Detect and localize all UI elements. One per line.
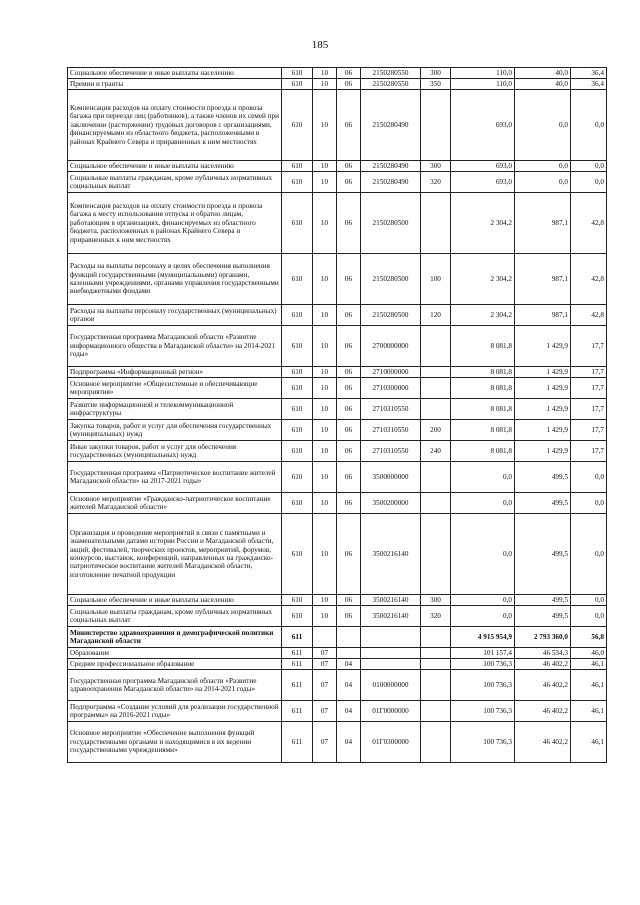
execution-percent: 46,1 [571, 722, 607, 763]
table-row [68, 595, 607, 606]
table-row [68, 701, 607, 722]
section-code: 10 [313, 441, 337, 462]
section-code: 07 [313, 659, 337, 670]
row-name: Расходы на выплаты персоналу государственных (муниципальных) органов [68, 305, 282, 326]
target-article-code: 2150280500 [361, 305, 421, 326]
ministry-code: 610 [282, 378, 313, 399]
planned-amount: 0,0 [451, 493, 515, 514]
execution-percent: 0,0 [571, 90, 607, 161]
subsection-code: 06 [337, 193, 361, 254]
row-name: Социальные выплаты гражданам, кроме публичных нормативных социальных выплат [68, 606, 282, 627]
actual-amount: 499,5 [515, 595, 571, 606]
table-row [68, 441, 607, 462]
actual-amount: 46 402,2 [515, 659, 571, 670]
target-article-code: 3500216140 [361, 606, 421, 627]
ministry-code: 611 [282, 701, 313, 722]
table-row [68, 670, 607, 701]
section-code: 10 [313, 367, 337, 378]
ministry-code: 610 [282, 420, 313, 441]
target-article-code: 2150280500 [361, 254, 421, 305]
table-row [68, 399, 607, 420]
planned-amount: 2 304,2 [451, 305, 515, 326]
actual-amount: 499,5 [515, 606, 571, 627]
expense-type-code [421, 493, 451, 514]
expense-type-code [421, 193, 451, 254]
execution-percent: 0,0 [571, 161, 607, 172]
subsection-code: 06 [337, 254, 361, 305]
section-code: 10 [313, 326, 337, 367]
ministry-code: 610 [282, 326, 313, 367]
ministry-code: 611 [282, 722, 313, 763]
execution-percent: 17,7 [571, 441, 607, 462]
subsection-code: 06 [337, 172, 361, 193]
subsection-code [337, 648, 361, 659]
execution-percent: 17,7 [571, 378, 607, 399]
page-number: 185 [311, 39, 329, 51]
target-article-code: 3500216140 [361, 595, 421, 606]
section-code: 10 [313, 172, 337, 193]
row-name: Компенсация расходов на оплату стоимости проезда и провоза багажа при переезде лиц (работников), а также членов их семей при заключении (расторжении) трудовых договоров с организациями, финансируемыми из областного бюджета, расположенными в районах Крайнего Севера и приравненных к ним местностях [68, 90, 282, 161]
ministry-code: 610 [282, 367, 313, 378]
actual-amount: 987,1 [515, 193, 571, 254]
target-article-code: 2700000000 [361, 326, 421, 367]
planned-amount: 100 736,3 [451, 701, 515, 722]
row-name: Подпрограмма «Информационный регион» [68, 367, 282, 378]
ministry-code: 610 [282, 90, 313, 161]
section-code [313, 627, 337, 648]
expense-type-code: 300 [421, 68, 451, 79]
ministry-code: 610 [282, 514, 313, 595]
section-code: 10 [313, 493, 337, 514]
table-row [68, 606, 607, 627]
table-row [68, 68, 607, 79]
subsection-code [337, 627, 361, 648]
expense-type-code: 320 [421, 606, 451, 627]
section-code: 10 [313, 68, 337, 79]
execution-percent: 0,0 [571, 172, 607, 193]
ministry-code: 610 [282, 79, 313, 90]
actual-amount: 46 402,2 [515, 670, 571, 701]
table-row [68, 378, 607, 399]
row-name: Расходы на выплаты персоналу в целях обеспечения выполнения функций государственными (муниципальными) органами, казенными учреждениями, органами управления государственными внебюджетными фондами [68, 254, 282, 305]
row-name: Государственная программа Магаданской области «Развитие здравоохранения Магаданской области» на 2014-2021 годы» [68, 670, 282, 701]
target-article-code: 3500216140 [361, 514, 421, 595]
section-code: 10 [313, 399, 337, 420]
table-row [68, 193, 607, 254]
actual-amount: 40,0 [515, 79, 571, 90]
target-article-code: 2150280550 [361, 79, 421, 90]
section-code: 10 [313, 514, 337, 595]
expense-type-code [421, 701, 451, 722]
row-name: Организация и проведение мероприятий в связи с памятными и знаменательными датами истории России и Магаданской области, акций, фестивалей, творческих проектов, мероприятий, форумов, конкурсов, выставок, конференций, направленных на гражданско-патриотическое воспитание жителей Магаданской области, изготовление печатной продукции [68, 514, 282, 595]
expense-type-code: 240 [421, 441, 451, 462]
target-article-code [361, 659, 421, 670]
ministry-code: 610 [282, 254, 313, 305]
section-code: 07 [313, 670, 337, 701]
subsection-code: 06 [337, 378, 361, 399]
planned-amount: 110,0 [451, 79, 515, 90]
table-row [68, 493, 607, 514]
table-row [68, 90, 607, 161]
execution-percent: 36,4 [571, 79, 607, 90]
planned-amount: 693,0 [451, 90, 515, 161]
budget-table [67, 67, 607, 763]
planned-amount: 8 081,8 [451, 441, 515, 462]
actual-amount: 0,0 [515, 161, 571, 172]
expense-type-code: 100 [421, 254, 451, 305]
expense-type-code [421, 462, 451, 493]
actual-amount: 1 429,9 [515, 420, 571, 441]
ministry-code: 610 [282, 172, 313, 193]
actual-amount: 40,0 [515, 68, 571, 79]
subsection-code: 04 [337, 701, 361, 722]
target-article-code: 3500000000 [361, 462, 421, 493]
target-article-code: 2150280490 [361, 90, 421, 161]
target-article-code: 2710000000 [361, 367, 421, 378]
target-article-code: 2710310550 [361, 420, 421, 441]
row-name: Компенсация расходов на оплату стоимости проезда и провоза багажа к месту использования отпуска и обратно лицам, работающим в организациях, финансируемых из областного бюджета, расположенных в районах Крайнего Севера и приравненных к ним местностях [68, 193, 282, 254]
actual-amount: 987,1 [515, 305, 571, 326]
target-article-code: 01Г0000000 [361, 701, 421, 722]
table-row [68, 326, 607, 367]
ministry-code: 610 [282, 441, 313, 462]
expense-type-code [421, 722, 451, 763]
expense-type-code: 350 [421, 79, 451, 90]
table-row [68, 648, 607, 659]
ministry-code: 610 [282, 193, 313, 254]
expense-type-code [421, 90, 451, 161]
target-article-code: 2150280550 [361, 68, 421, 79]
section-code: 07 [313, 722, 337, 763]
planned-amount: 100 736,3 [451, 659, 515, 670]
subsection-code: 06 [337, 305, 361, 326]
target-article-code: 0100000000 [361, 670, 421, 701]
expense-type-code [421, 399, 451, 420]
execution-percent: 17,7 [571, 326, 607, 367]
target-article-code: 01Г0300000 [361, 722, 421, 763]
ministry-code: 610 [282, 399, 313, 420]
target-article-code: 2150280500 [361, 193, 421, 254]
planned-amount: 0,0 [451, 462, 515, 493]
execution-percent: 42,8 [571, 193, 607, 254]
execution-percent: 36,4 [571, 68, 607, 79]
expense-type-code [421, 648, 451, 659]
execution-percent: 0,0 [571, 462, 607, 493]
subsection-code: 06 [337, 90, 361, 161]
planned-amount: 0,0 [451, 606, 515, 627]
actual-amount: 1 429,9 [515, 326, 571, 367]
subsection-code: 06 [337, 595, 361, 606]
execution-percent: 17,7 [571, 420, 607, 441]
actual-amount: 46 402,2 [515, 722, 571, 763]
planned-amount: 8 081,8 [451, 326, 515, 367]
subsection-code: 06 [337, 367, 361, 378]
table-row [68, 305, 607, 326]
actual-amount: 0,0 [515, 172, 571, 193]
expense-type-code [421, 670, 451, 701]
target-article-code: 2150280490 [361, 172, 421, 193]
planned-amount: 100 736,3 [451, 722, 515, 763]
table-row [68, 367, 607, 378]
expense-type-code: 200 [421, 420, 451, 441]
ministry-code: 610 [282, 595, 313, 606]
execution-percent: 17,7 [571, 399, 607, 420]
subsection-code: 04 [337, 722, 361, 763]
execution-percent: 42,8 [571, 254, 607, 305]
row-name: Социальное обеспечение и иные выплаты населению [68, 68, 282, 79]
subsection-code: 06 [337, 493, 361, 514]
ministry-code: 611 [282, 670, 313, 701]
planned-amount: 693,0 [451, 161, 515, 172]
execution-percent: 0,0 [571, 606, 607, 627]
actual-amount: 499,5 [515, 462, 571, 493]
actual-amount: 0,0 [515, 90, 571, 161]
ministry-code: 610 [282, 606, 313, 627]
row-name: Премии и гранты [68, 79, 282, 90]
subsection-code: 06 [337, 462, 361, 493]
section-code: 10 [313, 378, 337, 399]
execution-percent: 46,1 [571, 701, 607, 722]
section-code: 10 [313, 462, 337, 493]
expense-type-code: 320 [421, 172, 451, 193]
expense-type-code [421, 659, 451, 670]
table-row [68, 462, 607, 493]
subsection-code: 06 [337, 326, 361, 367]
section-code: 10 [313, 595, 337, 606]
table-row [68, 722, 607, 763]
row-name: Основное мероприятие «Обеспечение выполнения функций государственными органами и находящимися в их ведении государственными учреждениями» [68, 722, 282, 763]
row-name: Иные закупки товаров, работ и услуг для обеспечения государственных (муниципальных) нужд [68, 441, 282, 462]
execution-percent: 0,0 [571, 595, 607, 606]
execution-percent: 46,1 [571, 659, 607, 670]
planned-amount: 4 915 954,9 [451, 627, 515, 648]
target-article-code [361, 648, 421, 659]
row-name: Образование [68, 648, 282, 659]
execution-percent: 56,8 [571, 627, 607, 648]
planned-amount: 110,0 [451, 68, 515, 79]
planned-amount: 0,0 [451, 595, 515, 606]
row-name: Основное мероприятие «Гражданско-патриотическое воспитание жителей Магаданской области» [68, 493, 282, 514]
row-name: Социальное обеспечение и иные выплаты населению [68, 595, 282, 606]
table-row [68, 420, 607, 441]
table-row [68, 659, 607, 670]
planned-amount: 2 304,2 [451, 193, 515, 254]
row-name: Среднее профессиональное образование [68, 659, 282, 670]
target-article-code: 2710300000 [361, 378, 421, 399]
section-code: 07 [313, 648, 337, 659]
row-name: Социальные выплаты гражданам, кроме публичных нормативных социальных выплат [68, 172, 282, 193]
planned-amount: 8 081,8 [451, 420, 515, 441]
expense-type-code: 300 [421, 595, 451, 606]
actual-amount: 987,1 [515, 254, 571, 305]
actual-amount: 2 793 360,0 [515, 627, 571, 648]
target-article-code: 2150280490 [361, 161, 421, 172]
execution-percent: 0,0 [571, 493, 607, 514]
table-row [68, 172, 607, 193]
planned-amount: 101 157,4 [451, 648, 515, 659]
subsection-code: 06 [337, 514, 361, 595]
planned-amount: 8 081,8 [451, 367, 515, 378]
section-code: 10 [313, 606, 337, 627]
execution-percent: 46,1 [571, 670, 607, 701]
actual-amount: 1 429,9 [515, 378, 571, 399]
actual-amount: 1 429,9 [515, 441, 571, 462]
subsection-code: 06 [337, 606, 361, 627]
planned-amount: 8 081,8 [451, 399, 515, 420]
ministry-code: 611 [282, 659, 313, 670]
row-name: Подпрограмма «Создание условий для реализации государственной программы» на 2016-2021 годы» [68, 701, 282, 722]
table-row [68, 254, 607, 305]
table-row [68, 161, 607, 172]
ministry-code: 610 [282, 493, 313, 514]
table-row [68, 514, 607, 595]
ministry-code: 610 [282, 462, 313, 493]
subsection-code: 06 [337, 441, 361, 462]
section-code: 10 [313, 90, 337, 161]
planned-amount: 0,0 [451, 514, 515, 595]
subsection-code: 06 [337, 161, 361, 172]
table-row [68, 79, 607, 90]
subsection-code: 06 [337, 68, 361, 79]
target-article-code: 2710310550 [361, 399, 421, 420]
row-name: Развитие информационной и телекоммуникационной инфраструктуры [68, 399, 282, 420]
subsection-code: 06 [337, 79, 361, 90]
target-article-code: 3500200000 [361, 493, 421, 514]
row-name: Закупка товаров, работ и услуг для обеспечения государственных (муниципальных) нужд [68, 420, 282, 441]
row-name: Социальное обеспечение и иные выплаты населению [68, 161, 282, 172]
target-article-code: 2710310550 [361, 441, 421, 462]
row-name: Государственная программа «Патриотическое воспитание жителей Магаданской области» на 2017-2021 годы» [68, 462, 282, 493]
expense-type-code [421, 326, 451, 367]
actual-amount: 499,5 [515, 514, 571, 595]
section-code: 10 [313, 79, 337, 90]
section-code: 10 [313, 193, 337, 254]
planned-amount: 2 304,2 [451, 254, 515, 305]
execution-percent: 46,0 [571, 648, 607, 659]
ministry-code: 610 [282, 305, 313, 326]
actual-amount: 46 402,2 [515, 701, 571, 722]
actual-amount: 46 534,3 [515, 648, 571, 659]
expense-type-code [421, 378, 451, 399]
section-code: 10 [313, 420, 337, 441]
subsection-code: 04 [337, 659, 361, 670]
subsection-code: 06 [337, 399, 361, 420]
subsection-code: 04 [337, 670, 361, 701]
row-name: Государственная программа Магаданской области «Развитие информационного общества в Магаданской области» на 2014-2021 годы» [68, 326, 282, 367]
execution-percent: 17,7 [571, 367, 607, 378]
planned-amount: 693,0 [451, 172, 515, 193]
expense-type-code: 300 [421, 161, 451, 172]
expense-type-code: 120 [421, 305, 451, 326]
actual-amount: 1 429,9 [515, 367, 571, 378]
section-code: 10 [313, 161, 337, 172]
table-row [68, 627, 607, 648]
section-code: 10 [313, 254, 337, 305]
expense-type-code [421, 627, 451, 648]
row-name: Министерство здравоохранения и демографической политики Магаданской области [68, 627, 282, 648]
section-code: 07 [313, 701, 337, 722]
section-code: 10 [313, 305, 337, 326]
expense-type-code [421, 514, 451, 595]
ministry-code: 610 [282, 68, 313, 79]
ministry-code: 611 [282, 627, 313, 648]
execution-percent: 0,0 [571, 514, 607, 595]
ministry-code: 611 [282, 648, 313, 659]
ministry-code: 610 [282, 161, 313, 172]
planned-amount: 8 081,8 [451, 378, 515, 399]
actual-amount: 499,5 [515, 493, 571, 514]
row-name: Основное мероприятие «Общесистемные и обеспечивающие мероприятия» [68, 378, 282, 399]
execution-percent: 42,8 [571, 305, 607, 326]
target-article-code [361, 627, 421, 648]
planned-amount: 100 736,3 [451, 670, 515, 701]
actual-amount: 1 429,9 [515, 399, 571, 420]
subsection-code: 06 [337, 420, 361, 441]
expense-type-code [421, 367, 451, 378]
